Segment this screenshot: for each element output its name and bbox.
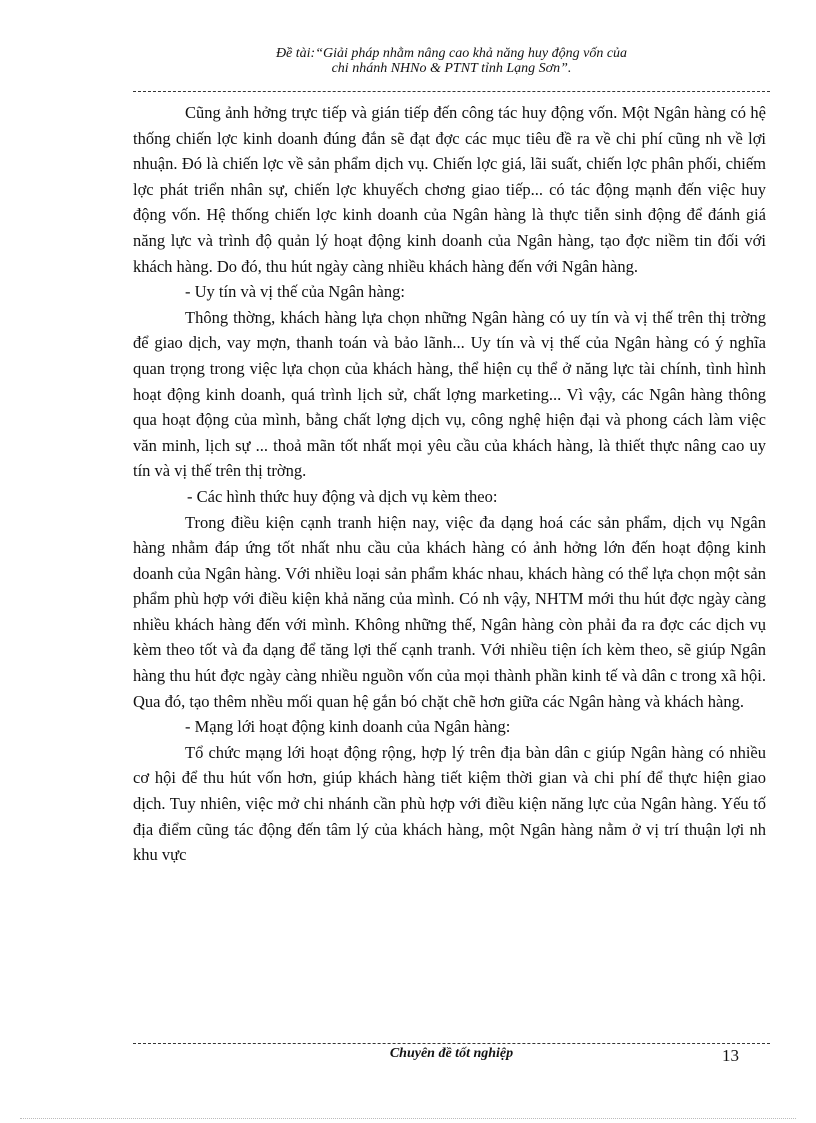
page-number: 13 <box>722 1046 739 1065</box>
paragraph: Tổ chức mạng lới hoạt động rộng, hợp lý trên địa bàn dân c giúp Ngân hàng có nhiều cơ hội để thu hút vốn hơn, giúp khách hàng tiết kiệm thời gian và chi phí để thực hiện giao dịch. Tuy nhiên, việc mở chi nhánh cần phù hợp với điều kiện năng lực của Ngân hàng. Yếu tố địa điểm cũng tác động đến tâm lý của khách hàng, một Ngân hàng nằm ở vị trí thuận lợi nh khu vực <box>133 742 766 865</box>
page-bottom-border <box>20 1118 796 1119</box>
header-divider <box>133 91 770 92</box>
paragraph-heading: - Mạng lới hoạt động kinh doanh của Ngân hàng: <box>185 717 511 737</box>
paragraph-heading: - Các hình thức huy động và dịch vụ kèm theo: <box>187 486 498 506</box>
running-header <box>133 46 770 76</box>
paragraph: Cũng ảnh hởng trực tiếp và gián tiếp đến công tác huy động vốn. Một Ngân hàng có hệ thống chiến lợc kinh doanh đúng đắn sẽ đạt đợc các mục tiêu đề ra về chi phí cũng nh về lợi nhuận. Đó là chiến lợc về sản phẩm dịch vụ. Chiến lợc giá, lãi suất, chiến lợc phân phối, chiếm lợc phát triển nhân sự, chiến lợc khuyếch chơng giao tiếp... có tác động mạnh đến việc huy động vốn. Hệ thống chiến lợc kinh doanh của Ngân hàng là thực tiễn sinh động để đánh giá năng lực và trình độ quản lý hoạt động kinh doanh của Ngân hàng, tạo đợc niềm tin đối với khách hàng. Do đó, thu hút ngày càng nhiều khách hàng đến với Ngân hàng. <box>133 103 766 276</box>
header-line-2: chi nhánh NHNo & PTNT tỉnh Lạng Sơn”. <box>331 61 572 76</box>
paragraph-heading: - Uy tín và vị thế của Ngân hàng: <box>185 282 405 302</box>
footer-title: Chuyên đề tốt nghiệp <box>389 1046 514 1061</box>
body-text <box>133 100 766 868</box>
paragraph: Trong điều kiện cạnh tranh hiện nay, việc đa dạng hoá các sản phẩm, dịch vụ Ngân hàng nhằm đáp ứng tốt nhất nhu cầu của khách hàng có ảnh hởng lớn đến hoạt động kinh doanh của Ngân hàng. Với nhiều loại sản phẩm khác nhau, khách hàng có thể lựa chọn một sản phẩm phù hợp với điều kiện khả năng của mình. Có nh vậy, NHTM mới thu hút đợc ngày càng nhiều khách hàng đến với mình. Không những thế, Ngân hàng còn phải đa ra đợc các dịch vụ kèm theo tốt và đa dạng để tăng lợi thế cạnh tranh. Với nhiều tiện ích kèm theo, sẽ giúp Ngân hàng thu hút đợc ngày càng nhiều nguồn vốn của mọi thành phần kinh tế và dân c trong xã hội. Qua đó, tạo thêm nhều mối quan hệ gắn bó chặt chẽ hơn giữa các Ngân hàng và khách hàng. <box>133 512 766 711</box>
footer-divider <box>133 1043 770 1044</box>
paragraph: Thông thờng, khách hàng lựa chọn những Ngân hàng có uy tín và vị thế trên thị trờng để giao dịch, vay mợn, thanh toán và bảo lãnh... Uy tín và vị thế của Ngân hàng có ý nghĩa quan trọng trong việc lựa chọn của khách hàng, thể hiện cụ thể ở năng lực tài chính, tình hình hoạt động kinh doanh, quá trình lịch sử, chất lợng marketing... Vì vậy, các Ngân hàng thông qua hoạt động của mình, bằng chất lợng dịch vụ, công nghệ hiện đại và phong cách làm việc văn minh, lịch sự ... thoả mãn tốt nhất mọi yêu cầu của khách hàng, là thiết thực nâng cao uy tín và vị thế trên thị trờng. <box>133 307 766 481</box>
header-line-1: Đề tài:“Giải pháp nhằm nâng cao khả năng huy động vốn của <box>275 46 628 61</box>
